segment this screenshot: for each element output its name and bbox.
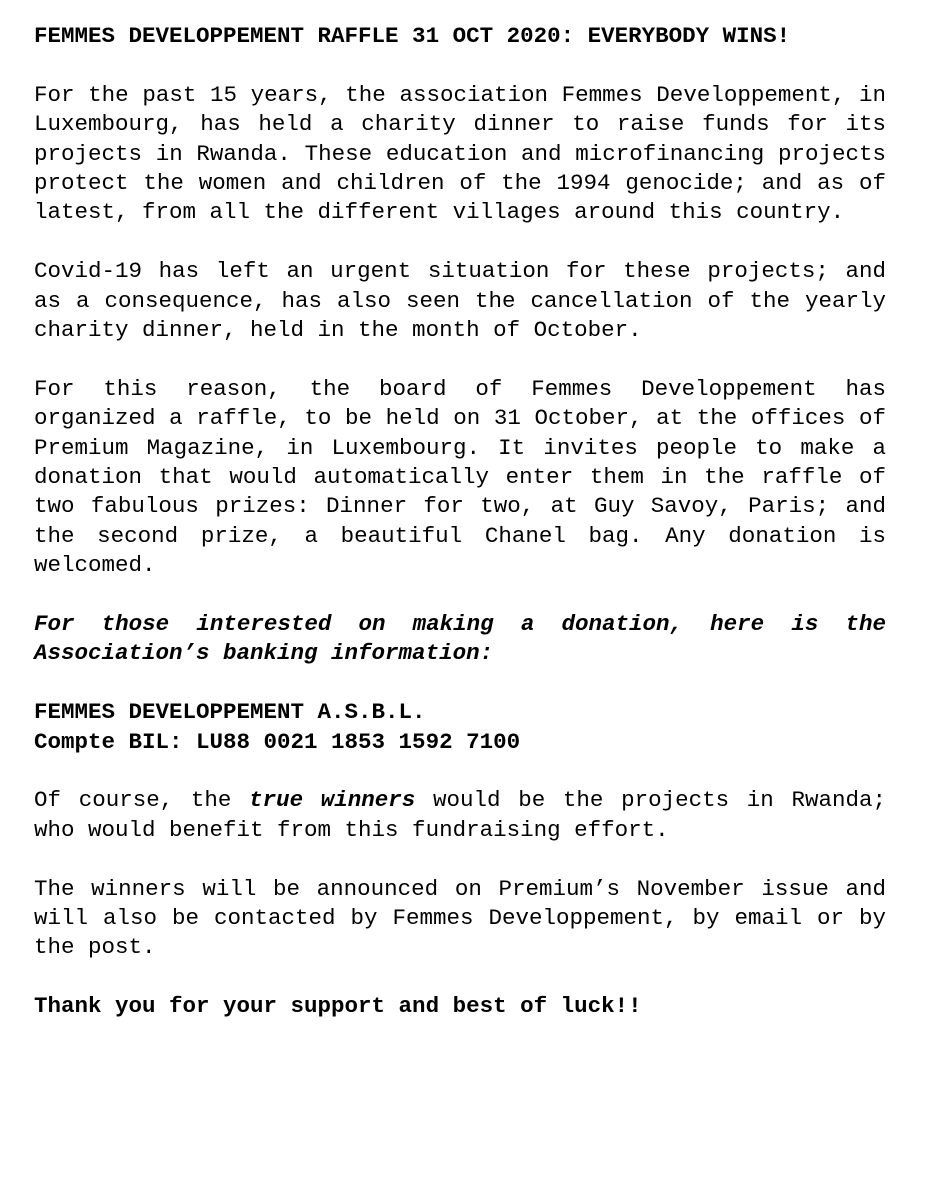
- paragraph-raffle: For this reason, the board of Femmes Developpement has organized a raffle, to be held on 31 October, at the offices of Premium Magazine, in Luxembourg. It invites people to make a donation that would automatically enter them in the raffle of two fabulous prizes: Dinner for two, at Guy Savoy, Paris; and the second prize, a beautiful Chanel bag. Any donation is welcomed.: [34, 375, 886, 579]
- banking-info: [34, 698, 886, 757]
- document-title: FEMMES DEVELOPPEMENT RAFFLE 31 OCT 2020: EVERYBODY WINS!: [34, 23, 791, 49]
- bank-account: Compte BIL: LU88 0021 1853 1592 7100: [34, 728, 521, 755]
- emphasis-true-winners: true winners: [249, 787, 416, 814]
- bank-name: FEMMES DEVELOPPEMENT A.S.B.L.: [34, 699, 426, 726]
- paragraph-text: would be the projects in Rwanda; who would benefit from this fundraising effort.: [34, 787, 886, 843]
- paragraph-text: Of course, the: [34, 787, 250, 814]
- paragraph-history: For the past 15 years, the association Femmes Developpement, in Luxembourg, has held a charity dinner to raise funds for its projects in Rwanda. These education and microfinancing projects protect the women and children of the 1994 genocide; and as of latest, from all the different villages around this country.: [34, 81, 886, 226]
- donation-intro: For those interested on making a donation, here is the Association’s banking information:: [34, 611, 886, 667]
- paragraph-true-winners: [34, 786, 886, 845]
- paragraph-announcement: The winners will be announced on Premium’s November issue and will also be contacted by Femmes Developpement, by email or by the post.: [34, 875, 886, 961]
- paragraph-covid: Covid-19 has left an urgent situation for these projects; and as a consequence, has also seen the cancellation of the yearly charity dinner, held in the month of October.: [34, 258, 886, 344]
- closing-line: Thank you for your support and best of luck!!: [34, 993, 642, 1020]
